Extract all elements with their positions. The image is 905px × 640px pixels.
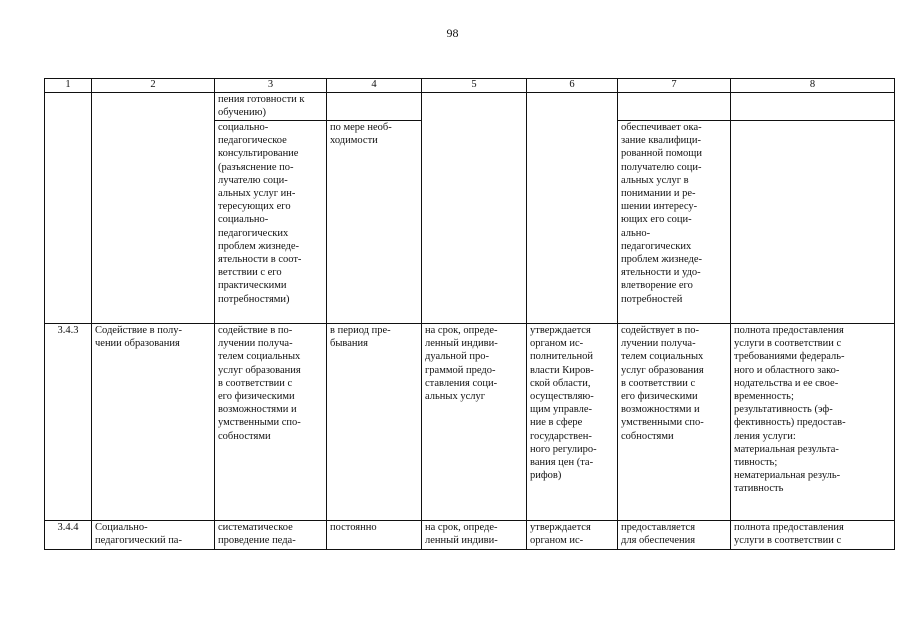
cell-text: содействует в по- лучении получа- телем социальных услуг образования в соответствии с его физическими возможностями и умственными спо- собностями [621, 325, 704, 442]
cell-text: на срок, опреде- ленный индиви- дуальной про- граммой предо- ставления соци- альных услуг [425, 325, 498, 403]
cell [527, 324, 618, 521]
header-col-8: 8 [731, 79, 895, 93]
cell [527, 93, 618, 324]
cell [731, 324, 895, 521]
cell [327, 93, 422, 121]
cell-text: предоставляется для обеспечения [621, 522, 696, 547]
cell-text: постоянно [330, 522, 377, 533]
cell-text: содействие в по- лучении получа- телем социальных услуг образования в соответствии с его физическими возможностями и умственными спо- собностями [218, 325, 301, 442]
cell [731, 121, 895, 324]
header-col-2: 2 [92, 79, 215, 93]
cell [422, 324, 527, 521]
cell [215, 324, 327, 521]
header-col-5: 5 [422, 79, 527, 93]
cell [618, 521, 731, 550]
cell-text: социально- педагогическое консультирование (разъяснение по- лучателю соци- альных услуг ин- тересующих его социально- педагогических проблем жизнеде- ятельности в соот- ветствии с его практическими потребностями) [218, 122, 302, 305]
cell [618, 93, 731, 121]
cell [422, 93, 527, 324]
header-row [45, 79, 895, 93]
cell [618, 324, 731, 521]
cell [327, 324, 422, 521]
cell-text: по мере необ- ходимости [330, 122, 392, 147]
cell [215, 93, 327, 121]
cell [327, 121, 422, 324]
cell [422, 521, 527, 550]
cell [527, 521, 618, 550]
cell [92, 93, 215, 324]
services-table [44, 78, 895, 550]
cell [45, 93, 92, 324]
service-name: Содействие в полу- чении образования [95, 325, 182, 350]
cell [92, 324, 215, 521]
service-name: Социально- педагогический па- [95, 522, 182, 547]
table-row-continuation [45, 93, 895, 121]
cell-text: в период пре- бывания [330, 325, 391, 350]
cell [215, 521, 327, 550]
header-col-1: 1 [45, 79, 92, 93]
table-row-3-4-3 [45, 324, 895, 521]
cell-text: на срок, опреде- ленный индиви- [425, 522, 498, 547]
cell [45, 324, 92, 521]
cell [215, 121, 327, 324]
header-col-4: 4 [327, 79, 422, 93]
page-number: 98 [446, 26, 459, 40]
table-row-3-4-4 [45, 521, 895, 550]
cell-text: пения готовности к обучению) [218, 94, 305, 119]
cell-text: утверждается органом ис- [530, 522, 591, 547]
cell-text: обеспечивает ока- зание квалифици- рованной помощи получателю соци- альных услуг в понимании и ре- шении интересу- ющих его соци- ально- педагогических проблем жизнеде- ятельности и удо- влетворение его потребностей [621, 122, 703, 305]
cell-text: утверждается органом ис- полнительной власти Киров- ской области, осуществляю- щим управле- ние в сфере государствен- ного регулиро- вания цен (та- рифов) [530, 325, 597, 482]
row-number: 3.4.4 [57, 522, 79, 533]
cell [618, 121, 731, 324]
row-number: 3.4.3 [57, 325, 79, 336]
cell [92, 521, 215, 550]
header-col-6: 6 [527, 79, 618, 93]
header-col-3: 3 [215, 79, 327, 93]
cell [327, 521, 422, 550]
cell [45, 521, 92, 550]
cell [731, 521, 895, 550]
header-col-7: 7 [618, 79, 731, 93]
cell-text: полнота предоставления услуги в соответствии с [734, 522, 844, 547]
cell-text: полнота предоставления услуги в соответствии с требованиями федераль- ного и областного зако- нодательства и ее свое- временность; результативность (эф- фективность) предостав- ления услуги: материальная результа- тивность; нематериальная резуль- тативность [734, 325, 846, 495]
cell [731, 93, 895, 121]
cell-text: систематическое проведение педа- [218, 522, 296, 547]
